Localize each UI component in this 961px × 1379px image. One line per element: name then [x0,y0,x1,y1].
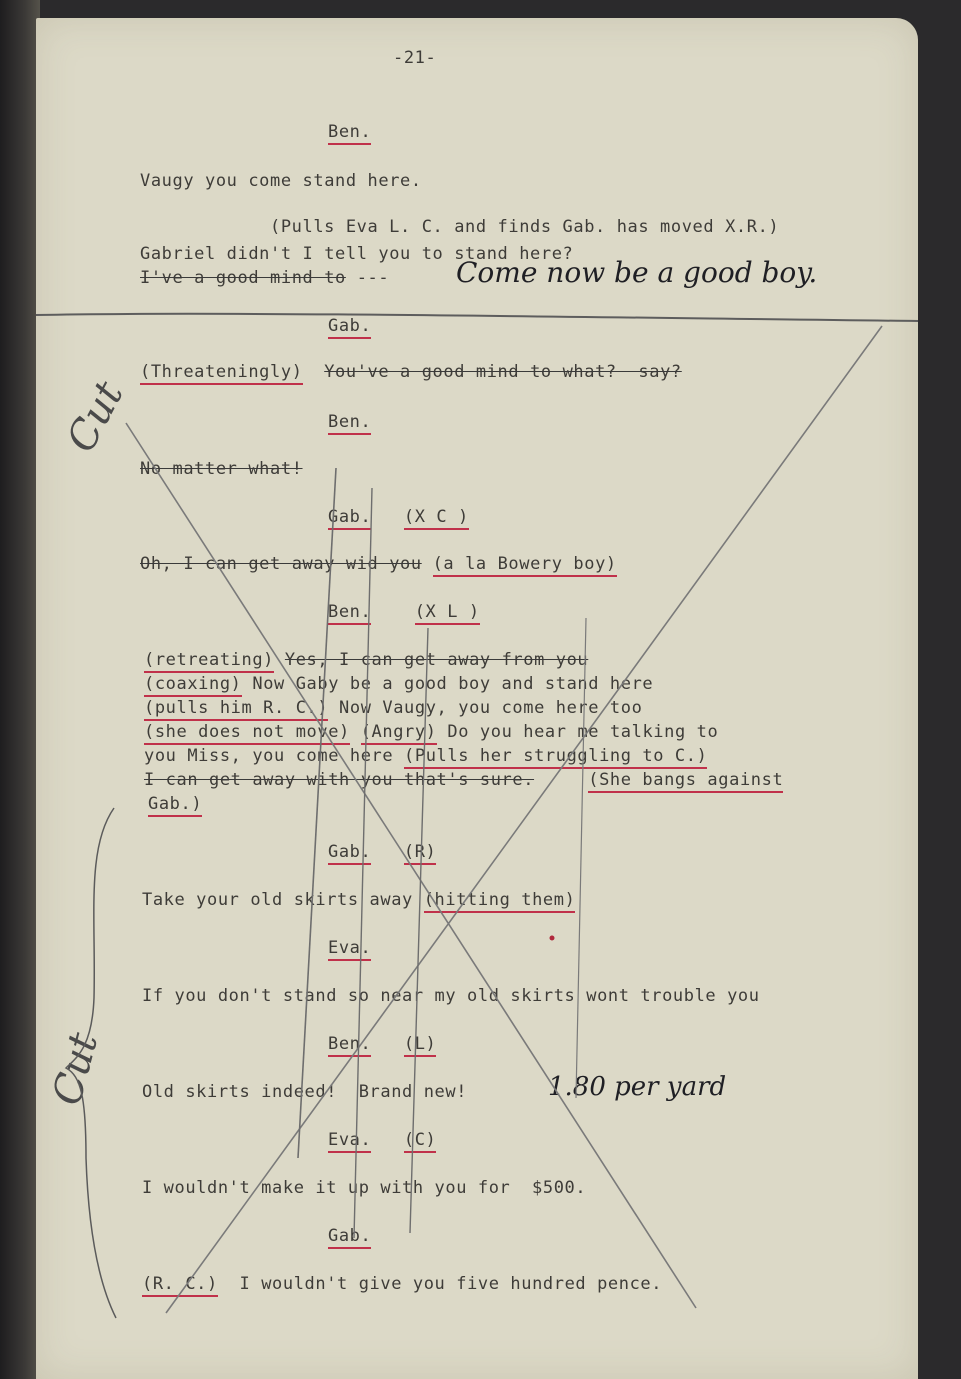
speaker-ben: Ben. [328,122,371,145]
dialogue-line: If you don't stand so near my old skirts wont trouble you [142,986,760,1006]
book-binding [0,0,40,1379]
speaker-ben: Ben. [328,412,371,435]
dialogue-line: Take your old skirts away [142,890,413,910]
stage-direction: (hitting them) [424,890,576,913]
stage-direction: (coaxing) [144,674,242,697]
stage-direction: (Pulls Eva L. C. and finds Gab. has moved X.R.) [270,217,780,237]
stage-direction: (L) [404,1034,437,1057]
handwritten-price: 1.80 per yard [548,1072,727,1102]
struck-text: You've a good mind to what? say? [324,362,682,382]
stage-direction: (Threateningly) [140,362,303,385]
struck-text: I've a good mind to [140,268,346,288]
dialogue-line: I wouldn't make it up with you for $500. [142,1178,587,1198]
speaker-ben: Ben. [328,1034,371,1057]
speaker-gab: Gab. [328,316,371,339]
speaker-ben: Ben. [328,602,371,625]
dialogue-line: Gabriel didn't I tell you to stand here? [140,244,574,264]
typescript-page [36,18,918,1379]
dashes: --- [356,268,390,288]
stage-direction: (R) [404,842,437,865]
handwritten-cut-top: Cut [58,374,133,460]
dialogue-line: Do you hear me talking to [447,722,719,742]
handwritten-insert: Come now be a good boy. [456,256,818,289]
dialogue-line: Now Vaugy, you come here too [339,698,643,718]
stage-direction: Gab.) [148,794,202,817]
stage-direction: (pulls him R. C.) [144,698,328,721]
stage-direction: (Angry) [361,722,437,745]
stage-direction: (R. C.) [142,1274,218,1297]
dialogue-line: you Miss, you come here [144,746,394,766]
page-number: -21- [393,48,437,68]
dialogue-line: Vaugy you come stand here. [140,171,422,191]
stage-direction: (She bangs against [588,770,783,793]
dialogue-line: Old skirts indeed! Brand new! [142,1082,468,1102]
handwritten-cut-side: Cut [44,1028,108,1110]
stage-direction: (C) [404,1130,437,1153]
stage-direction: (she does not move) [144,722,350,745]
speaker-gab: Gab. [328,507,371,530]
speaker-gab: Gab. [328,1226,371,1249]
stage-direction: (Pulls her struggling to C.) [404,746,707,769]
speaker-gab: Gab. [328,842,371,865]
stage-direction: (retreating) [144,650,274,673]
stage-direction: (X L ) [415,602,480,625]
struck-text: Oh, I can get away wid you [140,554,422,574]
speaker-eva: Eva. [328,938,371,961]
stage-direction: (a la Bowery boy) [433,554,617,577]
dialogue-line: I wouldn't give you five hundred pence. [239,1274,663,1294]
struck-text: I can get away with you that's sure. [144,770,535,790]
struck-text: Yes, I can get away from you [284,650,589,670]
speaker-eva: Eva. [328,1130,371,1153]
stage-direction: (X C ) [404,507,469,530]
struck-text: No matter what! [140,459,303,479]
dialogue-line: Now Gaby be a good boy and stand here [252,674,654,694]
